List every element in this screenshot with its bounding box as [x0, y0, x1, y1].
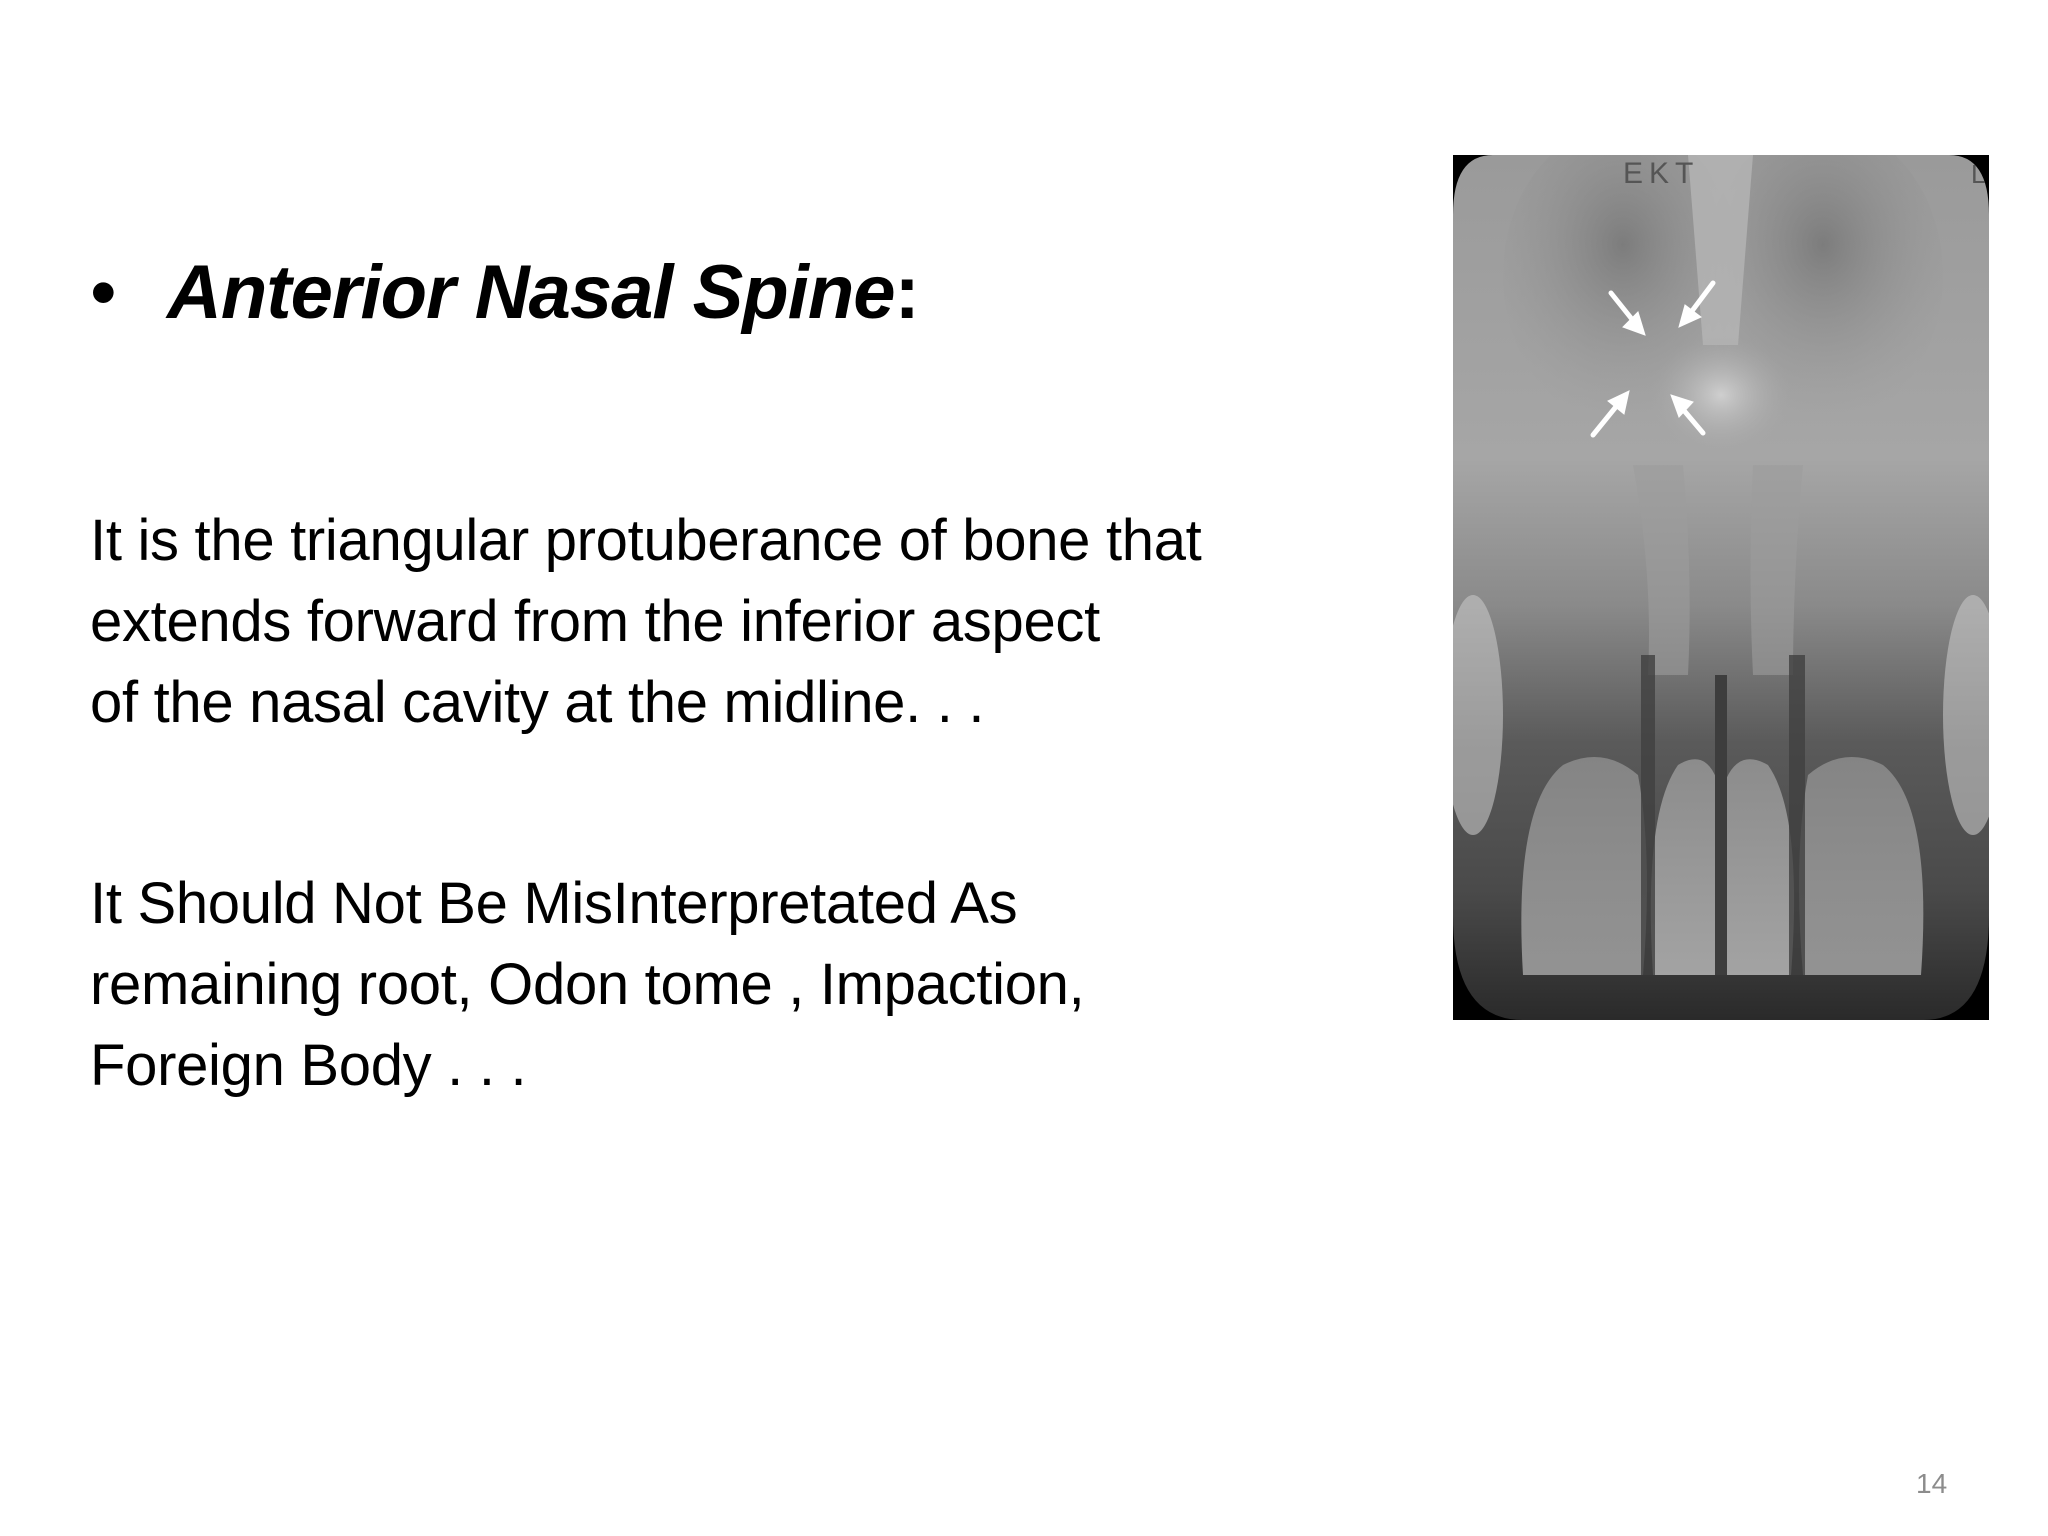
- warning-paragraph: [90, 863, 1467, 1106]
- paragraph-line: Foreign Body . . .: [90, 1033, 527, 1098]
- xray-illustration: [1453, 155, 1989, 1020]
- slide-heading: [90, 243, 920, 343]
- heading-colon: :: [894, 250, 920, 335]
- paragraph-line: remaining root, Odon tome , Impaction,: [90, 952, 1085, 1017]
- film-label: EKT: [1623, 157, 1700, 190]
- paragraph-line: of the nasal cavity at the midline. . .: [90, 670, 985, 735]
- paragraph-line: It Should Not Be MisInterpretated As: [90, 871, 1018, 936]
- paragraph-line: extends forward from the inferior aspect: [90, 589, 1100, 654]
- dental-xray-image: [1453, 155, 1989, 1020]
- paragraph-line: It is the triangular protuberance of bone that: [90, 508, 1202, 573]
- bullet-point: •: [90, 250, 117, 335]
- heading-title: Anterior Nasal Spine: [167, 250, 895, 335]
- film-corner-mark: L: [1971, 159, 1986, 189]
- definition-paragraph: [90, 500, 1467, 743]
- page-number: 14: [1916, 1468, 1948, 1499]
